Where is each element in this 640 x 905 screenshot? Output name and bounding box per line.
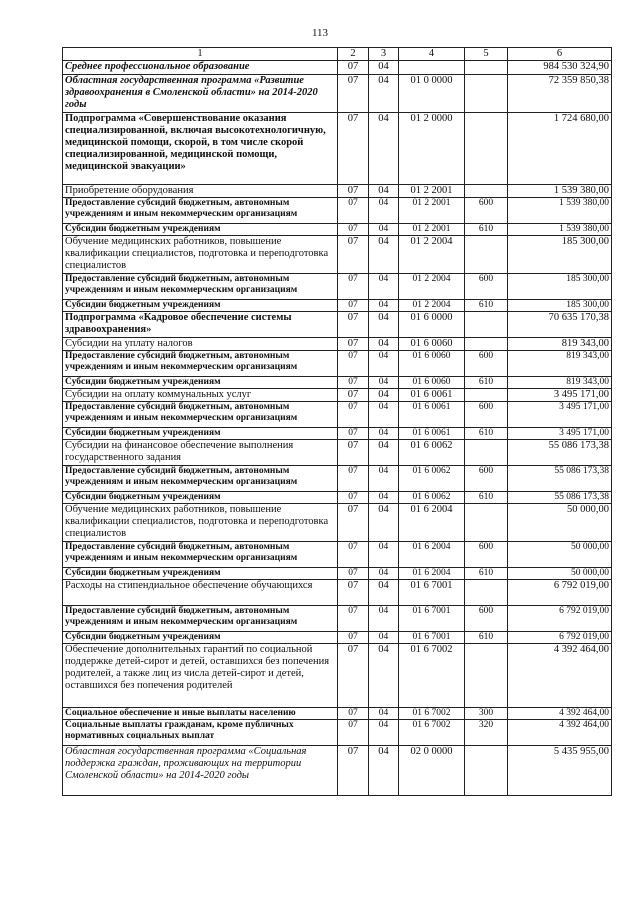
section-code: 07 — [338, 75, 369, 113]
row-name: Областная государственная программа «Развитие здравоохранения в Смоленской области» на 2014-2020 годы — [63, 75, 338, 113]
amount: 72 359 850,38 — [508, 75, 612, 113]
section-code: 07 — [338, 402, 369, 428]
expense-type-code: 610 — [465, 568, 508, 580]
target-article-code: 01 6 0062 — [399, 492, 465, 504]
row-name: Подпрограмма «Кадровое обеспечение системы здравоохранения» — [63, 312, 338, 338]
expense-type-code: 600 — [465, 606, 508, 632]
amount: 1 539 380,00 — [508, 185, 612, 198]
target-article-code — [399, 61, 465, 75]
section-code: 07 — [338, 542, 369, 568]
subsection-code: 04 — [369, 580, 399, 606]
amount: 819 343,00 — [508, 377, 612, 389]
table-row — [63, 338, 612, 351]
amount: 984 530 324,90 — [508, 61, 612, 75]
row-name: Приобретение оборудования — [63, 185, 338, 198]
section-code: 07 — [338, 377, 369, 389]
section-code: 07 — [338, 580, 369, 606]
amount: 4 392 464,00 — [508, 708, 612, 720]
section-code: 07 — [338, 61, 369, 75]
target-article-code: 01 6 0061 — [399, 402, 465, 428]
subsection-code: 04 — [369, 351, 399, 377]
row-name: Субсидии на оплату коммунальных услуг — [63, 389, 338, 402]
section-code: 07 — [338, 440, 369, 466]
expense-type-code — [465, 185, 508, 198]
amount: 70 635 170,38 — [508, 312, 612, 338]
section-code: 07 — [338, 338, 369, 351]
expense-type-code — [465, 580, 508, 606]
table-row — [63, 236, 612, 274]
target-article-code: 01 2 2001 — [399, 224, 465, 236]
subsection-code: 04 — [369, 61, 399, 75]
row-name: Среднее профессиональное образование — [63, 61, 338, 75]
target-article-code: 01 0 0000 — [399, 75, 465, 113]
subsection-code: 04 — [369, 300, 399, 312]
expense-type-code: 610 — [465, 428, 508, 440]
budget-table — [62, 47, 612, 796]
table-row — [63, 377, 612, 389]
expense-type-code — [465, 113, 508, 185]
row-name: Субсидии бюджетным учреждениям — [63, 632, 338, 644]
row-name: Предоставление субсидий бюджетным, автономным учреждениям и иным некоммерческим организациям — [63, 542, 338, 568]
table-row — [63, 542, 612, 568]
subsection-code: 04 — [369, 198, 399, 224]
subsection-code: 04 — [369, 720, 399, 746]
row-name: Предоставление субсидий бюджетным, автономным учреждениям и иным некоммерческим организациям — [63, 274, 338, 300]
column-header: 6 — [508, 48, 612, 61]
table-row — [63, 389, 612, 402]
table-row — [63, 198, 612, 224]
target-article-code: 01 6 7002 — [399, 708, 465, 720]
section-code: 07 — [338, 312, 369, 338]
row-name: Социальные выплаты гражданам, кроме публичных нормативных социальных выплат — [63, 720, 338, 746]
section-code: 07 — [338, 746, 369, 796]
subsection-code: 04 — [369, 708, 399, 720]
amount: 819 343,00 — [508, 351, 612, 377]
target-article-code: 01 6 7002 — [399, 644, 465, 708]
section-code: 07 — [338, 428, 369, 440]
table-row — [63, 428, 612, 440]
subsection-code: 04 — [369, 606, 399, 632]
section-code: 07 — [338, 274, 369, 300]
table-row — [63, 720, 612, 746]
target-article-code: 01 6 2004 — [399, 542, 465, 568]
subsection-code: 04 — [369, 402, 399, 428]
target-article-code: 01 2 2004 — [399, 274, 465, 300]
row-name: Субсидии бюджетным учреждениям — [63, 568, 338, 580]
subsection-code: 04 — [369, 377, 399, 389]
table-body — [63, 61, 612, 796]
subsection-code: 04 — [369, 746, 399, 796]
table-row — [63, 75, 612, 113]
subsection-code: 04 — [369, 75, 399, 113]
row-name: Предоставление субсидий бюджетным, автономным учреждениям и иным некоммерческим организациям — [63, 606, 338, 632]
amount: 6 792 019,00 — [508, 580, 612, 606]
target-article-code: 01 2 0000 — [399, 113, 465, 185]
section-code: 07 — [338, 708, 369, 720]
row-name: Предоставление субсидий бюджетным, автономным учреждениям и иным некоммерческим организациям — [63, 351, 338, 377]
expense-type-code — [465, 338, 508, 351]
subsection-code: 04 — [369, 274, 399, 300]
row-name: Субсидии бюджетным учреждениям — [63, 377, 338, 389]
row-name: Обучение медицинских работников, повышение квалификации специалистов, подготовка и переподготовка специалистов — [63, 504, 338, 542]
expense-type-code: 320 — [465, 720, 508, 746]
target-article-code: 01 2 2001 — [399, 198, 465, 224]
amount: 50 000,00 — [508, 504, 612, 542]
row-name: Предоставление субсидий бюджетным, автономным учреждениям и иным некоммерческим организациям — [63, 402, 338, 428]
row-name: Субсидии на финансовое обеспечение выполнения государственного задания — [63, 440, 338, 466]
target-article-code: 01 2 2001 — [399, 185, 465, 198]
expense-type-code: 610 — [465, 492, 508, 504]
amount: 1 539 380,00 — [508, 224, 612, 236]
expense-type-code: 600 — [465, 542, 508, 568]
expense-type-code: 610 — [465, 377, 508, 389]
subsection-code: 04 — [369, 236, 399, 274]
amount: 3 495 171,00 — [508, 402, 612, 428]
row-name: Субсидии бюджетным учреждениям — [63, 224, 338, 236]
table-row — [63, 492, 612, 504]
target-article-code: 01 6 7001 — [399, 632, 465, 644]
target-article-code: 01 6 0061 — [399, 389, 465, 402]
row-name: Предоставление субсидий бюджетным, автономным учреждениям и иным некоммерческим организациям — [63, 198, 338, 224]
expense-type-code: 600 — [465, 351, 508, 377]
expense-type-code — [465, 644, 508, 708]
table-row — [63, 746, 612, 796]
row-name: Предоставление субсидий бюджетным, автономным учреждениям и иным некоммерческим организациям — [63, 466, 338, 492]
section-code: 07 — [338, 504, 369, 542]
section-code: 07 — [338, 632, 369, 644]
row-name: Социальное обеспечение и иные выплаты населению — [63, 708, 338, 720]
target-article-code: 01 6 7001 — [399, 606, 465, 632]
target-article-code: 02 0 0000 — [399, 746, 465, 796]
row-name: Расходы на стипендиальное обеспечение обучающихся — [63, 580, 338, 606]
table-row — [63, 61, 612, 75]
amount: 3 495 171,00 — [508, 428, 612, 440]
amount: 50 000,00 — [508, 542, 612, 568]
amount: 185 300,00 — [508, 300, 612, 312]
expense-type-code — [465, 389, 508, 402]
target-article-code: 01 6 0060 — [399, 377, 465, 389]
column-header: 2 — [338, 48, 369, 61]
subsection-code: 04 — [369, 504, 399, 542]
table-row — [63, 402, 612, 428]
section-code: 07 — [338, 568, 369, 580]
subsection-code: 04 — [369, 492, 399, 504]
subsection-code: 04 — [369, 440, 399, 466]
expense-type-code: 610 — [465, 224, 508, 236]
target-article-code: 01 6 7002 — [399, 720, 465, 746]
row-name: Субсидии бюджетным учреждениям — [63, 300, 338, 312]
section-code: 07 — [338, 720, 369, 746]
subsection-code: 04 — [369, 185, 399, 198]
subsection-code: 04 — [369, 632, 399, 644]
amount: 185 300,00 — [508, 236, 612, 274]
table-row — [63, 224, 612, 236]
row-name: Обучение медицинских работников, повышение квалификации специалистов, подготовка и переподготовка специалистов — [63, 236, 338, 274]
subsection-code: 04 — [369, 389, 399, 402]
expense-type-code — [465, 746, 508, 796]
target-article-code: 01 6 0060 — [399, 338, 465, 351]
amount: 4 392 464,00 — [508, 644, 612, 708]
row-name: Субсидии бюджетным учреждениям — [63, 428, 338, 440]
subsection-code: 04 — [369, 224, 399, 236]
table-row — [63, 351, 612, 377]
section-code: 07 — [338, 185, 369, 198]
row-name: Областная государственная программа «Социальная поддержка граждан, проживающих на территории Смоленской области» на 2014-2020 годы — [63, 746, 338, 796]
target-article-code: 01 6 2004 — [399, 568, 465, 580]
table-row — [63, 632, 612, 644]
subsection-code: 04 — [369, 312, 399, 338]
target-article-code: 01 6 0000 — [399, 312, 465, 338]
amount: 4 392 464,00 — [508, 720, 612, 746]
amount: 1 539 380,00 — [508, 198, 612, 224]
expense-type-code — [465, 504, 508, 542]
subsection-code: 04 — [369, 466, 399, 492]
column-header: 1 — [63, 48, 338, 61]
amount: 55 086 173,38 — [508, 466, 612, 492]
row-name: Обеспечение дополнительных гарантий по социальной поддержке детей-сирот и детей, оставшихся без попечения родителей, а также лиц из числа детей-сирот и детей, оставшихся без попечения родителей — [63, 644, 338, 708]
amount: 6 792 019,00 — [508, 632, 612, 644]
amount: 3 495 171,00 — [508, 389, 612, 402]
expense-type-code: 600 — [465, 466, 508, 492]
subsection-code: 04 — [369, 338, 399, 351]
section-code: 07 — [338, 606, 369, 632]
expense-type-code — [465, 75, 508, 113]
amount: 55 086 173,38 — [508, 492, 612, 504]
section-code: 07 — [338, 389, 369, 402]
amount: 5 435 955,00 — [508, 746, 612, 796]
table-row — [63, 568, 612, 580]
target-article-code: 01 6 0062 — [399, 440, 465, 466]
table-row — [63, 113, 612, 185]
row-name: Субсидии бюджетным учреждениям — [63, 492, 338, 504]
target-article-code: 01 6 0060 — [399, 351, 465, 377]
amount: 185 300,00 — [508, 274, 612, 300]
header-row — [63, 48, 612, 61]
subsection-code: 04 — [369, 428, 399, 440]
expense-type-code: 610 — [465, 632, 508, 644]
expense-type-code — [465, 236, 508, 274]
subsection-code: 04 — [369, 568, 399, 580]
section-code: 07 — [338, 466, 369, 492]
section-code: 07 — [338, 198, 369, 224]
target-article-code: 01 6 2004 — [399, 504, 465, 542]
column-header: 4 — [399, 48, 465, 61]
subsection-code: 04 — [369, 542, 399, 568]
target-article-code: 01 6 0062 — [399, 466, 465, 492]
section-code: 07 — [338, 492, 369, 504]
table-row — [63, 504, 612, 542]
table-row — [63, 185, 612, 198]
section-code: 07 — [338, 644, 369, 708]
table-row — [63, 466, 612, 492]
target-article-code: 01 6 0061 — [399, 428, 465, 440]
section-code: 07 — [338, 351, 369, 377]
section-code: 07 — [338, 224, 369, 236]
table-row — [63, 312, 612, 338]
expense-type-code: 600 — [465, 274, 508, 300]
table-row — [63, 274, 612, 300]
table-row — [63, 708, 612, 720]
row-name: Подпрограмма «Совершенствование оказания специализированной, включая высокотехнологичную, медицинской помощи, скорой, в том числе скорой специализированной, медицинской помощи, медицинской эвакуации» — [63, 113, 338, 185]
target-article-code: 01 2 2004 — [399, 236, 465, 274]
expense-type-code: 610 — [465, 300, 508, 312]
table-row — [63, 580, 612, 606]
table-row — [63, 300, 612, 312]
expense-type-code: 600 — [465, 402, 508, 428]
table-row — [63, 606, 612, 632]
row-name: Субсидии на уплату налогов — [63, 338, 338, 351]
table-row — [63, 644, 612, 708]
amount: 1 724 680,00 — [508, 113, 612, 185]
table-row — [63, 440, 612, 466]
expense-type-code — [465, 312, 508, 338]
section-code: 07 — [338, 236, 369, 274]
section-code: 07 — [338, 300, 369, 312]
target-article-code: 01 6 7001 — [399, 580, 465, 606]
section-code: 07 — [338, 113, 369, 185]
amount: 819 343,00 — [508, 338, 612, 351]
column-header: 5 — [465, 48, 508, 61]
expense-type-code — [465, 61, 508, 75]
target-article-code: 01 2 2004 — [399, 300, 465, 312]
amount: 55 086 173,38 — [508, 440, 612, 466]
subsection-code: 04 — [369, 644, 399, 708]
page-number: 113 — [311, 27, 329, 39]
expense-type-code: 600 — [465, 198, 508, 224]
expense-type-code: 300 — [465, 708, 508, 720]
subsection-code: 04 — [369, 113, 399, 185]
amount: 6 792 019,00 — [508, 606, 612, 632]
expense-type-code — [465, 440, 508, 466]
column-header: 3 — [369, 48, 399, 61]
amount: 50 000,00 — [508, 568, 612, 580]
